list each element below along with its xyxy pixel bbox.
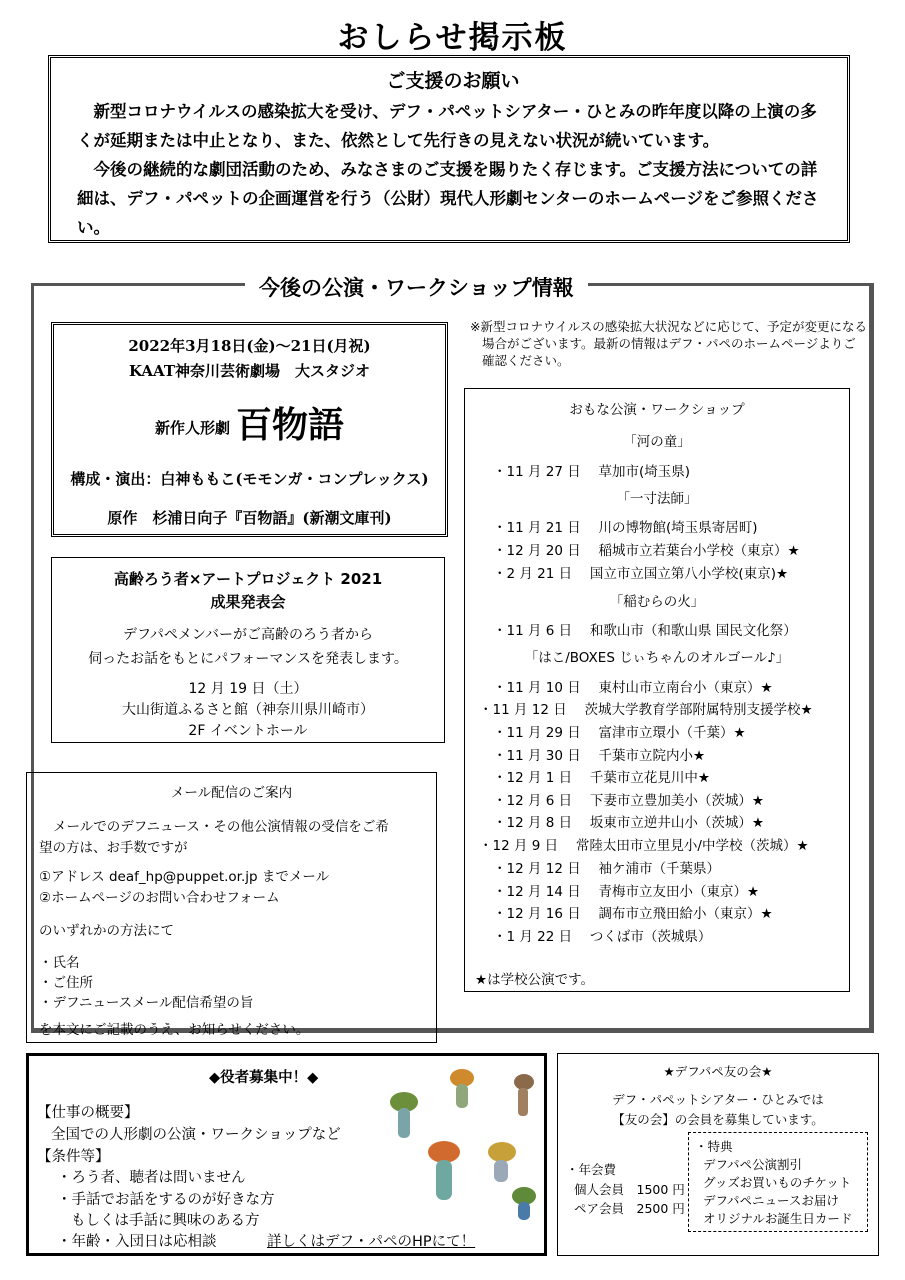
actor-line: もしくは手話に興味のある方 (71, 1213, 260, 1229)
kourei-venue-1: 大山街道ふるさと館（神奈川県川崎市） (122, 702, 374, 718)
event-row: ・2 月 21 日 国立市立国立第八小学校(東京)★ (493, 566, 789, 582)
puppet-illustration (374, 1064, 544, 1224)
actor-heading: ◆役者募集中！◆ (209, 1070, 319, 1086)
puppet-figure-5-icon (488, 1142, 516, 1182)
friends-heading: ★デフパペ友の会★ (663, 1064, 773, 1079)
event-row: ・12 月 9 日 常陸太田市立里見小/中学校（茨城）★ (479, 838, 809, 854)
event-row: ・12 月 16 日 調布市立飛田給小（東京）★ (493, 906, 773, 922)
friends-fee-individual: 個人会員 1500 円 (574, 1182, 685, 1197)
friends-perks-box (688, 1132, 868, 1232)
friends-perk: デフパペニュースお届け (703, 1193, 839, 1208)
kourei-desc-2: 伺ったお話をもとにパフォーマンスを発表します。 (88, 651, 408, 667)
hyaku-date: 2022年3月18日(金)～21日(月祝) (128, 337, 371, 355)
event-section-title: 「はこ/BOXES じぃちゃんのオルゴール♪」 (524, 650, 790, 666)
mail-address: ①アドレス deaf_hp@puppet.or.jp までメール (39, 869, 330, 885)
mail-line-5: のいずれかの方法にて (39, 923, 174, 939)
mail-box (26, 772, 437, 1043)
actor-line: ・手話でお話をするのが好きな方 (57, 1192, 275, 1208)
mail-item: ・デフニュースメール配信希望の旨 (39, 995, 254, 1011)
hyaku-venue: KAAT神奈川芸術劇場 大スタジオ (128, 362, 371, 380)
puppet-figure-2-icon (450, 1069, 474, 1108)
mail-line-9: を本文にご記載のうえ、お知らせください。 (39, 1022, 310, 1038)
mail-item: ・ご住所 (39, 975, 93, 991)
kourei-desc-1: デフパペメンバーがご高齢のろう者から (123, 627, 373, 643)
friends-fee-pair: ペア会員 2500 円 (574, 1201, 685, 1216)
hyaku-prefix: 新作人形劇 (154, 419, 230, 437)
support-paragraph-1: 新型コロナウイルスの感染拡大を受け、デフ・パペットシアター・ひとみの昨年度以降の上演の多くが延期または中止となり、また、依然として先行きの見えない状況が続いています。 (77, 102, 817, 150)
kourei-project-box (51, 557, 445, 743)
events-footnote: ★は学校公演です。 (475, 972, 595, 988)
friends-fee-label: ・年会費 (566, 1162, 617, 1177)
actor-line: ・ろう者、聴者は問いません (57, 1170, 246, 1186)
event-section-title: 「一寸法師」 (616, 491, 698, 507)
kourei-title-1: 高齢ろう者×アートプロジェクト 2021 (113, 570, 383, 588)
friends-line-2: 【友の会】の会員を募集しています。 (612, 1112, 824, 1127)
friends-perk: グッズお買いものチケット (703, 1175, 852, 1190)
hyaku-monogatari-box (51, 322, 448, 537)
event-row: ・12 月 20 日 稲城市立若葉台小学校（東京）★ (493, 543, 800, 559)
mail-line-1: メールでのデフニュース・その他公演情報の受信をご希 (53, 819, 389, 835)
schedule-note: ※新型コロナウイルスの感染拡大状況などに応じて、予定が変更になる場合がございます。最新の情報はデフ・パペのホームページよりご確認ください。 (470, 319, 867, 368)
event-section-title: 「河の童」 (623, 434, 691, 450)
friends-perk: デフパペ公演割引 (703, 1157, 803, 1172)
event-row: ・11 月 21 日 川の博物館(埼玉県寄居町) (493, 520, 758, 536)
event-row: ・12 月 6 日 下妻市立豊加美小（茨城）★ (493, 793, 765, 809)
mail-heading: メール配信のご案内 (170, 785, 293, 801)
friends-line-1: デフ・パペットシアター・ひとみでは (612, 1092, 824, 1107)
hyaku-director: 構成・演出：白神ももこ(モモンガ・コンプレックス) (70, 470, 429, 488)
event-row: ・11 月 6 日 和歌山市（和歌山県 国民文化祭） (493, 623, 797, 639)
actor-line: ・年齢・入団日は応相談 (57, 1234, 217, 1250)
actor-recruit-box (26, 1053, 547, 1256)
event-row: ・12 月 8 日 坂東市立逆井山小（茨城）★ (493, 815, 765, 831)
hyaku-original: 原作 杉浦日向子『百物語』(新潮文庫刊) (107, 509, 392, 527)
event-row: ・11 月 27 日 草加市(埼玉県) (493, 464, 691, 480)
kourei-title-2: 成果発表会 (210, 593, 286, 611)
support-box (48, 55, 850, 243)
friends-perk: オリジナルお誕生日カード (703, 1211, 853, 1226)
actor-line: 全国での人形劇の公演・ワークショップなど (51, 1127, 341, 1143)
puppet-figure-1-icon (390, 1092, 418, 1138)
actor-section: 【仕事の概要】 (37, 1105, 139, 1121)
events-box (464, 388, 850, 992)
event-row: ・12 月 14 日 青梅市立友田小（東京）★ (493, 884, 760, 900)
hyaku-title (54, 397, 445, 448)
actor-section: 【条件等】 (37, 1149, 110, 1165)
page-title: おしらせ掲示板 (337, 20, 568, 56)
friends-perk-title: ・特典 (695, 1139, 733, 1154)
mail-line-2: 望の方は、お手数ですが (39, 840, 188, 856)
mail-item: ・氏名 (39, 955, 80, 971)
event-row: ・11 月 30 日 千葉市立院内小★ (493, 748, 706, 764)
kourei-date: 12 月 19 日（土） (188, 681, 308, 697)
support-paragraph-2: 今後の継続的な劇団活動のため、みなさまのご支援を賜りたく存じます。ご支援方法についての詳細は、デフ・パペットの企画運営を行う（公財）現代人形劇センターのホームページをご参照ください。 (77, 160, 819, 237)
event-row: ・12 月 1 日 千葉市立花見川中★ (493, 770, 711, 786)
event-section-title: 「稲むらの火」 (609, 594, 705, 610)
hyaku-name: 百物語 (236, 404, 345, 446)
puppet-figure-6-icon (512, 1187, 536, 1220)
actor-hp-link[interactable]: 詳しくはデフ・パペのHPにて！ (267, 1234, 476, 1250)
events-heading: おもな公演・ワークショップ (569, 402, 745, 418)
support-heading: ご支援のお願い (386, 70, 520, 92)
event-row: ・1 月 22 日 つくば市（茨城県） (493, 929, 712, 945)
puppet-figure-4-icon (428, 1141, 460, 1200)
event-row: ・11 月 12 日 茨城大学教育学部附属特別支援学校★ (479, 702, 813, 718)
kourei-venue-2: 2F イベントホール (188, 723, 308, 739)
event-row: ・11 月 29 日 富津市立環小（千葉）★ (493, 725, 746, 741)
schedule-heading: 今後の公演・ワークショップ情報 (245, 272, 588, 302)
friends-club-box (557, 1053, 879, 1256)
event-row: ・12 月 12 日 袖ケ浦市（千葉県） (493, 861, 721, 877)
puppet-figure-3-icon (514, 1074, 534, 1116)
mail-form: ②ホームページのお問い合わせフォーム (39, 890, 280, 906)
event-row: ・11 月 10 日 東村山市立南台小（東京）★ (493, 680, 773, 696)
